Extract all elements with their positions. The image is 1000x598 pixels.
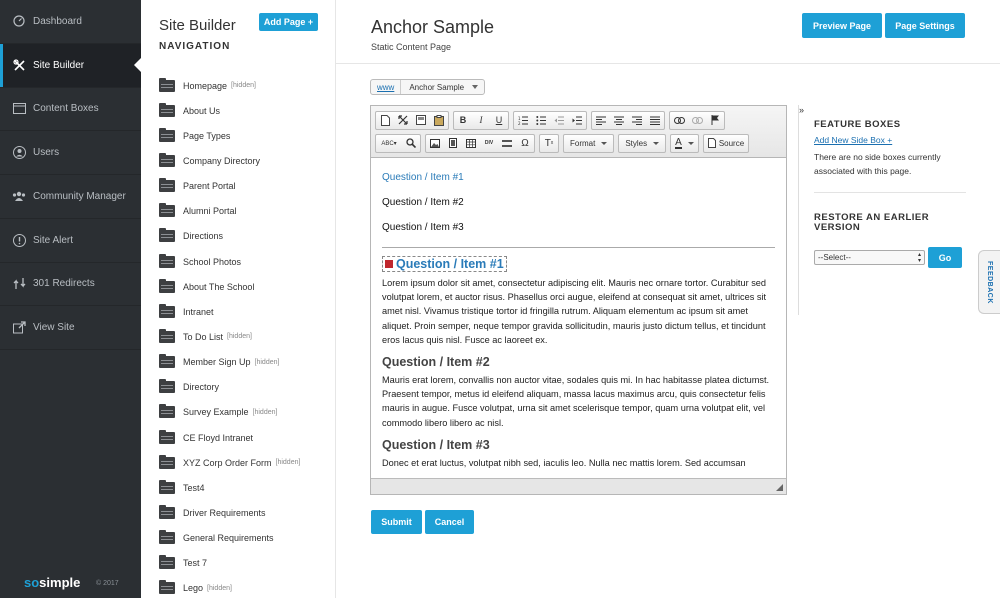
page-tree-item[interactable]	[159, 299, 329, 324]
outdent-icon[interactable]	[550, 112, 568, 129]
chevron-down-icon	[688, 142, 694, 145]
hidden-tag: [hidden]	[231, 82, 256, 90]
page-tree-item[interactable]	[159, 576, 329, 598]
svg-text:2: 2	[518, 120, 521, 125]
select-arrows-icon: ▴ ▾	[917, 251, 921, 264]
page-tree-item[interactable]	[159, 425, 329, 450]
page-tree-item[interactable]	[159, 400, 329, 425]
page-title: Anchor Sample	[371, 17, 495, 37]
link-icon[interactable]	[670, 112, 688, 129]
feature-boxes-heading: FEATURE BOXES	[814, 119, 901, 130]
nav-label: View Site	[33, 322, 75, 334]
section-body-2: Mauris erat lorem, convallis non auctor vitae, sodales quis mi. In hac habitasse platea dictumst. Praesent tempor, metus id eleifend aliquam, massa lacus maximus arcu, quis consectetur felis mauris in augue. Fusce volutpat, urna sit amet scelerisque tempor, quam urna volutpat elit, vel commodo libero libero ac nisl.	[382, 375, 770, 428]
hidden-tag: [hidden]	[252, 408, 278, 416]
resize-grip-icon[interactable]	[776, 484, 783, 491]
chevron-down-icon	[601, 142, 607, 145]
source-label: Source	[718, 138, 745, 148]
chevron-down-icon	[472, 85, 478, 89]
div-container-icon[interactable]: DIV	[484, 140, 494, 146]
page-tree-label: General Requirements	[183, 533, 274, 544]
nav-item-site-builder[interactable]	[0, 44, 141, 88]
chevron-down-icon	[653, 142, 659, 145]
anchor-flag-icon	[385, 260, 393, 268]
folder-icon	[159, 205, 175, 217]
horizontal-line-icon[interactable]	[498, 135, 516, 152]
folder-icon	[159, 80, 175, 92]
flash-icon[interactable]	[444, 135, 462, 152]
breadcrumb-home-link[interactable]: www	[371, 80, 401, 94]
page-tree	[159, 73, 329, 598]
page-tree-item[interactable]	[159, 73, 329, 98]
editor-content[interactable]	[371, 159, 786, 478]
page-header	[336, 0, 1000, 64]
alert-icon	[11, 232, 27, 248]
nav-item-301-redirects[interactable]	[0, 263, 141, 307]
page-tree-label: Homepage	[183, 80, 228, 91]
tools-icon	[11, 57, 27, 73]
table-icon[interactable]	[462, 135, 480, 152]
page-tree-item[interactable]	[159, 249, 329, 274]
anchor-link-item-1[interactable]: Question / Item #1	[382, 172, 464, 183]
italic-icon[interactable]: I	[479, 115, 483, 125]
preview-page-button[interactable]: Preview Page	[802, 13, 882, 38]
page-tree-label: XYZ Corp Order Form	[183, 457, 272, 468]
folder-icon	[159, 406, 175, 418]
nav-item-community-manager[interactable]	[0, 175, 141, 219]
site-builder-panel	[141, 0, 336, 598]
folder-icon	[159, 432, 175, 444]
submit-button[interactable]: Submit	[371, 510, 422, 534]
nav-label: Users	[33, 147, 60, 159]
feedback-tab[interactable]	[978, 250, 1000, 314]
spellcheck-icon[interactable]: ABC▾	[381, 140, 397, 147]
svg-text:1: 1	[518, 115, 521, 121]
page-tree-item[interactable]	[159, 274, 329, 299]
nav-label: Dashboard	[33, 15, 82, 27]
maximize-icon[interactable]	[394, 112, 412, 129]
special-char-icon[interactable]: Ω	[521, 137, 529, 149]
page-tree-label: School Photos	[183, 256, 242, 267]
go-button[interactable]: Go	[928, 247, 962, 268]
page-tree-label: Test 7	[183, 558, 208, 569]
page-type-subtitle: Static Content Page	[371, 42, 452, 52]
nav-item-users[interactable]	[0, 131, 141, 175]
nav-label: Community Manager	[33, 190, 126, 202]
page-tree-item[interactable]	[159, 551, 329, 576]
nav-item-site-alert[interactable]	[0, 219, 141, 263]
hidden-tag: [hidden]	[207, 584, 232, 592]
page-tree-label: CE Floyd Intranet	[183, 432, 254, 443]
align-right-icon[interactable]	[628, 112, 646, 129]
hidden-tag: [hidden]	[227, 333, 252, 341]
page-tree-item[interactable]	[159, 450, 329, 475]
folder-icon	[159, 507, 175, 519]
folder-icon	[159, 306, 175, 318]
redirect-icon	[11, 276, 27, 292]
external-link-icon	[11, 320, 27, 336]
anchored-heading[interactable]	[382, 256, 507, 272]
breadcrumb-current-label: Anchor Sample	[409, 82, 465, 92]
page-tree-label: About The School	[183, 281, 255, 292]
nav-label: Content Boxes	[33, 103, 99, 115]
folder-icon	[159, 331, 175, 343]
content-box-icon	[11, 101, 27, 117]
numbered-list-icon[interactable]	[514, 112, 532, 129]
paste-icon[interactable]	[430, 112, 448, 129]
page-tree-item[interactable]	[159, 324, 329, 349]
site-builder-title: Site Builder	[159, 17, 236, 34]
rich-text-editor	[370, 105, 787, 495]
align-left-icon[interactable]	[592, 112, 610, 129]
new-page-icon[interactable]	[376, 112, 394, 129]
nav-item-view-site[interactable]	[0, 306, 141, 350]
text-color-dropdown[interactable]	[670, 134, 699, 153]
page-tree-label: Driver Requirements	[183, 507, 266, 518]
section-heading-2: Question / Item #2	[382, 355, 490, 370]
main-nav	[0, 0, 141, 598]
editor-toolbar	[371, 106, 786, 158]
anchor-link-item-2[interactable]: Question / Item #2	[382, 197, 464, 208]
side-panel	[798, 105, 968, 315]
copyright-text: © 2017	[96, 580, 119, 587]
page-tree-label: Company Directory	[183, 155, 261, 166]
styles-dropdown[interactable]	[618, 134, 666, 153]
no-side-boxes-text: There are no side boxes currently associated with this page.	[814, 152, 941, 176]
find-icon[interactable]	[402, 135, 420, 152]
nav-item-content-boxes[interactable]	[0, 88, 141, 132]
text-color-icon: A	[675, 136, 682, 148]
folder-icon	[159, 155, 175, 167]
page-tree-item[interactable]	[159, 123, 329, 148]
page-tree-label: Test4	[183, 482, 205, 493]
folder-icon	[159, 130, 175, 142]
section-body-3: Donec et erat luctus, volutpat nibh sed, iaculis leo. Nulla nec mattis lorem. Sed accumsan	[382, 457, 746, 468]
styles-label: Styles	[625, 138, 648, 148]
collapse-panel-icon[interactable]: »	[799, 105, 805, 115]
folder-icon	[159, 557, 175, 569]
content-divider	[382, 247, 775, 248]
folder-icon	[159, 582, 175, 594]
dashboard-gauge-icon	[11, 13, 27, 29]
folder-icon	[159, 230, 175, 242]
page-tree-label: To Do List	[183, 331, 224, 342]
hidden-tag: [hidden]	[275, 459, 301, 467]
underline-icon[interactable]: U	[495, 115, 503, 125]
section-heading-text: Question / Item #1	[396, 257, 504, 271]
justify-icon[interactable]	[646, 112, 664, 129]
folder-icon	[159, 457, 175, 469]
nav-label: 301 Redirects	[33, 278, 95, 290]
page-tree-label: Page Types	[183, 130, 231, 141]
add-side-box-link[interactable]: Add New Side Box +	[814, 135, 893, 145]
page-tree-item[interactable]	[159, 526, 329, 551]
folder-icon	[159, 256, 175, 268]
page-tree-item[interactable]	[159, 148, 329, 173]
page-tree-label: Directory	[183, 382, 220, 393]
page-tree-label: Survey Example	[183, 407, 249, 418]
section-body-1: Lorem ipsum dolor sit amet, consectetur adipiscing elit. Mauris nec ornare tortor. Curabitur sed volutpat lorem, et auctor risus. Phasellus orci augue, eleifend at consequat sit amet, ultrices sit amet nisl. Vivamus tristique tortor id fringilla rutrum. Aliquam elementum ac ipsum sit amet aliquet. Proin semper, neque tempor gravida sollicitudin, mauris justo dictum tellus, et tincidunt eros lacus quis nisl. Fusce ac laoreet ex.	[382, 278, 767, 345]
format-dropdown[interactable]	[563, 134, 614, 153]
folder-icon	[159, 105, 175, 117]
panel-divider	[814, 192, 966, 193]
unlink-icon[interactable]	[688, 112, 706, 129]
breadcrumb	[370, 79, 485, 95]
page-tree-item[interactable]	[159, 500, 329, 525]
format-label: Format	[570, 138, 596, 148]
page-tree-label: About Us	[183, 105, 221, 116]
navigation-heading: NAVIGATION	[159, 41, 231, 52]
page-settings-button[interactable]: Page Settings	[885, 13, 965, 38]
image-icon[interactable]	[426, 135, 444, 152]
page-tree-item[interactable]	[159, 475, 329, 500]
anchor-flag-icon[interactable]	[706, 112, 724, 129]
templates-icon[interactable]	[412, 112, 430, 129]
section-heading-3: Question / Item #3	[382, 437, 490, 452]
nav-label: Site Alert	[33, 234, 74, 246]
cancel-button[interactable]: Cancel	[425, 510, 474, 534]
page-tree-item[interactable]	[159, 375, 329, 400]
add-page-button[interactable]: Add Page +	[259, 13, 318, 31]
page-tree-item[interactable]	[159, 350, 329, 375]
page-tree-item[interactable]	[159, 199, 329, 224]
indent-icon[interactable]	[568, 112, 586, 129]
restore-version-heading: RESTORE AN EARLIER VERSION	[814, 212, 930, 233]
page-tree-item[interactable]	[159, 224, 329, 249]
source-icon	[708, 138, 716, 148]
folder-icon	[159, 281, 175, 293]
page-tree-label: Intranet	[183, 306, 214, 317]
breadcrumb-current-dropdown[interactable]	[401, 83, 484, 92]
folder-icon	[159, 180, 175, 192]
brand-logo: sosimple	[24, 575, 81, 590]
folder-icon	[159, 381, 175, 393]
bullet-list-icon[interactable]	[532, 112, 550, 129]
anchor-link-item-3[interactable]: Question / Item #3	[382, 222, 464, 233]
version-select-value: --Select--	[818, 253, 851, 262]
folder-icon	[159, 482, 175, 494]
community-icon	[11, 188, 27, 204]
feedback-label: FEEDBACK	[986, 260, 993, 304]
bold-icon[interactable]: B	[459, 115, 467, 125]
hidden-tag: [hidden]	[254, 358, 280, 366]
version-select[interactable]	[814, 250, 925, 265]
page-tree-label: Alumni Portal	[183, 206, 237, 217]
nav-label: Site Builder	[33, 59, 85, 71]
page-tree-label: Lego	[183, 583, 204, 594]
page-tree-label: Parent Portal	[183, 181, 236, 192]
align-center-icon[interactable]	[610, 112, 628, 129]
folder-icon	[159, 356, 175, 368]
folder-icon	[159, 532, 175, 544]
page-tree-item[interactable]	[159, 174, 329, 199]
user-icon	[11, 145, 27, 161]
section-heading-1	[382, 256, 775, 272]
editor-statusbar	[371, 478, 786, 494]
page-tree-label: Member Sign Up	[183, 357, 251, 368]
page-tree-label: Directions	[183, 231, 224, 242]
nav-item-dashboard[interactable]	[0, 0, 141, 44]
page-tree-item[interactable]	[159, 98, 329, 123]
source-button[interactable]	[703, 134, 749, 153]
remove-format-icon[interactable]: T x	[544, 137, 554, 149]
